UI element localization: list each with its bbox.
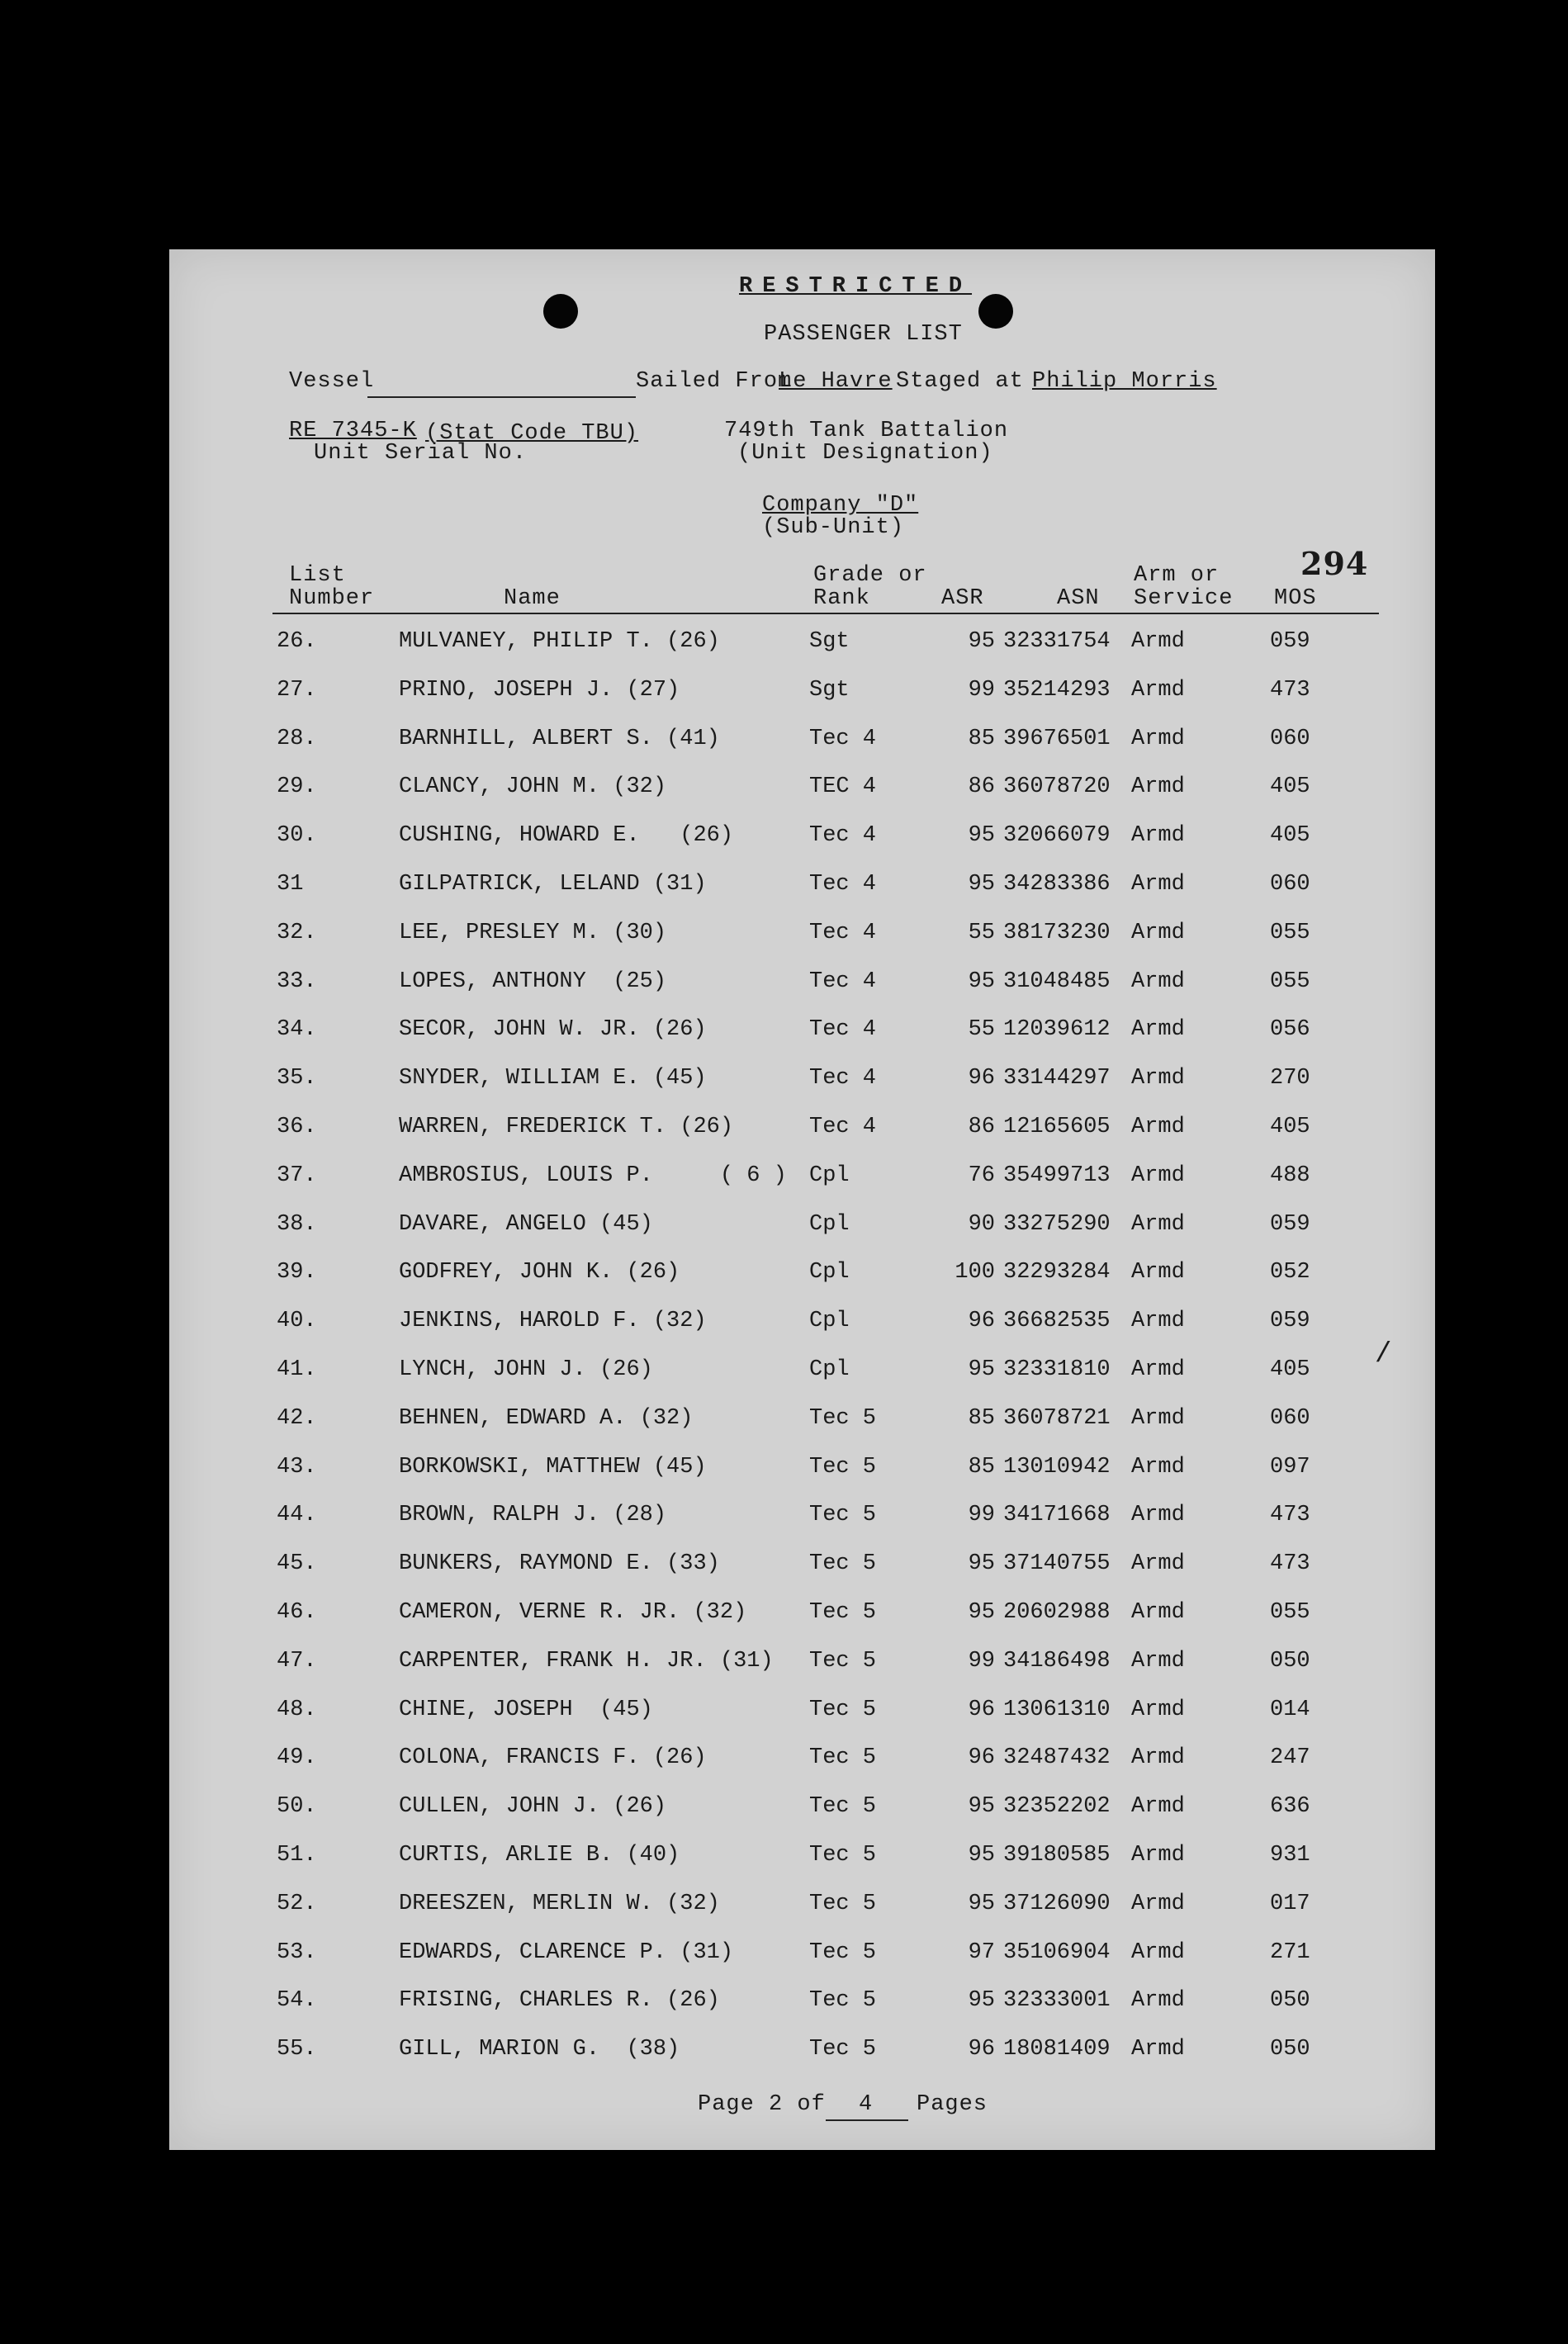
arm-cell: Armd [1131, 1309, 1185, 1334]
grade-cell: Tec 5 [809, 1988, 877, 2014]
name-cell: DAVARE, ANGELO (45) [399, 1211, 653, 1237]
mos-cell: 473 [1270, 1551, 1310, 1577]
mos-cell: 488 [1270, 1163, 1310, 1188]
name-cell: DREESZEN, MERLIN W. (32) [399, 1891, 720, 1916]
table-row [169, 1649, 1435, 1690]
asr-cell: 96 [968, 1697, 995, 1722]
asn-cell: 39676501 [1003, 726, 1111, 751]
asr-cell: 99 [968, 1503, 995, 1528]
asr-cell: 95 [968, 872, 995, 897]
table-row [169, 969, 1435, 1011]
mos-cell: 014 [1270, 1697, 1310, 1722]
grade-cell: Tec 4 [809, 920, 877, 945]
mos-cell: 050 [1270, 1988, 1310, 2014]
arm-cell: Armd [1131, 2037, 1185, 2062]
asn-cell: 34283386 [1003, 872, 1111, 897]
asr-cell: 95 [968, 1357, 995, 1382]
list-number-cell: 37. [277, 1163, 317, 1188]
mos-cell: 473 [1270, 1503, 1310, 1528]
list-number-cell: 44. [277, 1503, 317, 1528]
name-cell: SNYDER, WILLIAM E. (45) [399, 1066, 707, 1091]
arm-cell: Armd [1131, 1939, 1185, 1965]
table-row [169, 1843, 1435, 1884]
grade-cell: Tec 4 [809, 1066, 877, 1091]
table-row [169, 1260, 1435, 1301]
col-asr: ASR [941, 586, 984, 611]
list-number-cell: 54. [277, 1988, 317, 2014]
list-number-cell: 40. [277, 1309, 317, 1334]
name-cell: BORKOWSKI, MATTHEW (45) [399, 1454, 707, 1480]
col-asn: ASN [1057, 586, 1100, 611]
asn-cell: 39180585 [1003, 1843, 1111, 1868]
arm-cell: Armd [1131, 1988, 1185, 2014]
list-number-cell: 45. [277, 1551, 317, 1577]
page-label: Page 2 of [698, 2092, 826, 2117]
mos-cell: 270 [1270, 1066, 1310, 1091]
list-number-cell: 33. [277, 968, 317, 994]
sailed-from: Le Havre [779, 369, 893, 394]
asn-cell: 33144297 [1003, 1066, 1111, 1091]
arm-cell: Armd [1131, 1745, 1185, 1771]
list-number-cell: 50. [277, 1794, 317, 1820]
asr-cell: 76 [968, 1163, 995, 1188]
mos-cell: 055 [1270, 1600, 1310, 1625]
unit-designation-label: (Unit Designation) [737, 441, 993, 466]
mos-cell: 405 [1270, 1115, 1310, 1139]
arm-cell: Armd [1131, 1211, 1185, 1237]
asn-cell: 36078720 [1003, 774, 1111, 800]
table-row [169, 1115, 1435, 1156]
table-row [169, 1988, 1435, 2029]
table-row [169, 921, 1435, 962]
name-cell: CUSHING, HOWARD E. (26) [399, 823, 734, 849]
asn-cell: 34186498 [1003, 1648, 1111, 1674]
list-number-cell: 36. [277, 1115, 317, 1139]
grade-cell: Tec 5 [809, 2037, 877, 2062]
list-number-cell: 41. [277, 1357, 317, 1382]
list-number-cell: 48. [277, 1697, 317, 1722]
asn-cell: 37140755 [1003, 1551, 1111, 1577]
name-cell: MULVANEY, PHILIP T. (26) [399, 629, 720, 654]
col-arm-1: Arm or [1134, 563, 1220, 588]
sub-unit: Company "D" [762, 493, 919, 518]
grade-cell: Tec 5 [809, 1551, 877, 1577]
asn-cell: 35499713 [1003, 1163, 1111, 1188]
arm-cell: Armd [1131, 1794, 1185, 1820]
list-number-cell: 29. [277, 774, 317, 800]
arm-cell: Armd [1131, 1454, 1185, 1480]
grade-cell: Tec 5 [809, 1648, 877, 1674]
arm-cell: Armd [1131, 629, 1185, 654]
table-row [169, 1503, 1435, 1544]
list-number-cell: 55. [277, 2037, 317, 2062]
table-row [169, 1551, 1435, 1593]
grade-cell: Tec 4 [809, 726, 877, 751]
asr-cell: 95 [968, 1988, 995, 2014]
col-grade-1: Grade or [813, 563, 927, 588]
arm-cell: Armd [1131, 1648, 1185, 1674]
mos-cell: 056 [1270, 1017, 1310, 1043]
asr-cell: 95 [968, 1891, 995, 1916]
arm-cell: Armd [1131, 872, 1185, 897]
sub-unit-label: (Sub-Unit) [762, 515, 905, 540]
mos-cell: 055 [1270, 920, 1310, 945]
grade-cell: Tec 4 [809, 968, 877, 994]
asn-cell: 35214293 [1003, 677, 1111, 703]
punch-hole-left [543, 294, 578, 329]
mos-cell: 097 [1270, 1454, 1310, 1480]
grade-cell: Tec 5 [809, 1405, 877, 1431]
name-cell: WARREN, FREDERICK T. (26) [399, 1115, 734, 1139]
col-name: Name [504, 586, 561, 611]
grade-cell: Cpl [809, 1211, 850, 1237]
grade-cell: Cpl [809, 1309, 850, 1334]
table-row [169, 1745, 1435, 1787]
col-list-number-1: List [289, 563, 346, 588]
handwritten-page-number: 294 [1300, 545, 1369, 582]
asr-cell: 99 [968, 677, 995, 703]
list-number-cell: 27. [277, 677, 317, 703]
grade-cell: Tec 5 [809, 1600, 877, 1625]
asr-cell: 95 [968, 968, 995, 994]
arm-cell: Armd [1131, 823, 1185, 849]
arm-cell: Armd [1131, 1843, 1185, 1868]
mos-cell: 060 [1270, 1405, 1310, 1431]
mos-cell: 017 [1270, 1891, 1310, 1916]
mos-cell: 050 [1270, 2037, 1310, 2062]
asn-cell: 32293284 [1003, 1260, 1111, 1286]
table-row [169, 1212, 1435, 1253]
asn-cell: 36682535 [1003, 1309, 1111, 1334]
asn-cell: 12039612 [1003, 1017, 1111, 1043]
pages-label: Pages [917, 2092, 988, 2117]
grade-cell: Cpl [809, 1260, 850, 1286]
mos-cell: 059 [1270, 629, 1310, 654]
name-cell: BEHNEN, EDWARD A. (32) [399, 1405, 694, 1431]
asn-cell: 33275290 [1003, 1211, 1111, 1237]
arm-cell: Armd [1131, 968, 1185, 994]
list-number-cell: 49. [277, 1745, 317, 1771]
name-cell: CLANCY, JOHN M. (32) [399, 774, 667, 800]
asn-cell: 32331754 [1003, 629, 1111, 654]
list-number-cell: 42. [277, 1405, 317, 1431]
name-cell: JENKINS, HAROLD F. (32) [399, 1309, 707, 1334]
table-row [169, 727, 1435, 768]
staged-label: Staged at [896, 369, 1024, 394]
asr-cell: 95 [968, 1600, 995, 1625]
asn-cell: 20602988 [1003, 1600, 1111, 1625]
asr-cell: 90 [968, 1211, 995, 1237]
asr-cell: 97 [968, 1939, 995, 1965]
asr-cell: 95 [968, 823, 995, 849]
grade-cell: Tec 5 [809, 1454, 877, 1480]
grade-cell: Tec 5 [809, 1939, 877, 1965]
asn-cell: 13010942 [1003, 1454, 1111, 1480]
table-row [169, 1406, 1435, 1447]
col-grade-2: Rank [813, 586, 870, 611]
stat-code: (Stat Code TBU) [425, 421, 639, 446]
name-cell: CHINE, JOSEPH (45) [399, 1697, 653, 1722]
list-number-cell: 32. [277, 920, 317, 945]
name-cell: GILL, MARION G. (38) [399, 2037, 680, 2062]
asn-cell: 38173230 [1003, 920, 1111, 945]
table-row [169, 1309, 1435, 1350]
asn-cell: 35106904 [1003, 1939, 1111, 1965]
list-number-cell: 53. [277, 1939, 317, 1965]
name-cell: COLONA, FRANCIS F. (26) [399, 1745, 707, 1771]
arm-cell: Armd [1131, 1891, 1185, 1916]
name-cell: BARNHILL, ALBERT S. (41) [399, 726, 720, 751]
list-number-cell: 26. [277, 629, 317, 654]
arm-cell: Armd [1131, 1163, 1185, 1188]
table-row [169, 1698, 1435, 1739]
asn-cell: 32487432 [1003, 1745, 1111, 1771]
mos-cell: 405 [1270, 823, 1310, 849]
asn-cell: 13061310 [1003, 1697, 1111, 1722]
vessel-blank [367, 396, 636, 398]
arm-cell: Armd [1131, 1697, 1185, 1722]
arm-cell: Armd [1131, 1357, 1185, 1382]
classification-header: RESTRICTED [739, 274, 973, 299]
mos-cell: 059 [1270, 1309, 1310, 1334]
asn-cell: 32331810 [1003, 1357, 1111, 1382]
pen-stroke-mark: / [1375, 1339, 1392, 1371]
asr-cell: 96 [968, 1745, 995, 1771]
table-row [169, 1600, 1435, 1641]
mos-cell: 271 [1270, 1939, 1310, 1965]
name-cell: CURTIS, ARLIE B. (40) [399, 1843, 680, 1868]
asr-cell: 85 [968, 1454, 995, 1480]
table-row [169, 1455, 1435, 1496]
arm-cell: Armd [1131, 1066, 1185, 1091]
name-cell: LOPES, ANTHONY (25) [399, 968, 667, 994]
grade-cell: Tec 5 [809, 1843, 877, 1868]
arm-cell: Armd [1131, 1551, 1185, 1577]
list-number-cell: 38. [277, 1211, 317, 1237]
asn-cell: 32352202 [1003, 1794, 1111, 1820]
list-number-cell: 43. [277, 1454, 317, 1480]
asn-cell: 12165605 [1003, 1115, 1111, 1139]
asr-cell: 100 [955, 1260, 995, 1286]
mos-cell: 473 [1270, 677, 1310, 703]
name-cell: LEE, PRESLEY M. (30) [399, 920, 667, 945]
grade-cell: Cpl [809, 1163, 850, 1188]
grade-cell: Tec 5 [809, 1745, 877, 1771]
name-cell: BROWN, RALPH J. (28) [399, 1503, 667, 1528]
table-row [169, 1940, 1435, 1982]
total-pages-blank [826, 2119, 908, 2121]
name-cell: CARPENTER, FRANK H. JR. (31) [399, 1648, 774, 1674]
mos-cell: 405 [1270, 1357, 1310, 1382]
list-number-cell: 46. [277, 1600, 317, 1625]
grade-cell: Tec 4 [809, 1115, 877, 1139]
asn-cell: 31048485 [1003, 968, 1111, 994]
asn-cell: 34171668 [1003, 1503, 1111, 1528]
grade-cell: Tec 5 [809, 1891, 877, 1916]
asr-cell: 96 [968, 1309, 995, 1334]
grade-cell: Tec 4 [809, 872, 877, 897]
asr-cell: 96 [968, 1066, 995, 1091]
asr-cell: 95 [968, 1551, 995, 1577]
asr-cell: 95 [968, 1843, 995, 1868]
grade-cell: Tec 4 [809, 823, 877, 849]
arm-cell: Armd [1131, 920, 1185, 945]
table-row [169, 1794, 1435, 1835]
col-arm-2: Service [1134, 586, 1234, 611]
asn-cell: 36078721 [1003, 1405, 1111, 1431]
staged-at: Philip Morris [1032, 369, 1217, 394]
asr-cell: 85 [968, 726, 995, 751]
unit-designation: 749th Tank Battalion [724, 419, 1009, 443]
list-number-cell: 35. [277, 1066, 317, 1091]
grade-cell: Tec 4 [809, 1017, 877, 1043]
grade-cell: Tec 5 [809, 1697, 877, 1722]
list-number-cell: 31 [277, 872, 304, 897]
document-title: PASSENGER LIST [764, 322, 963, 347]
asr-cell: 96 [968, 2037, 995, 2062]
asr-cell: 55 [968, 1017, 995, 1043]
asn-cell: 37126090 [1003, 1891, 1111, 1916]
asr-cell: 86 [968, 774, 995, 800]
mos-cell: 052 [1270, 1260, 1310, 1286]
mos-cell: 055 [1270, 968, 1310, 994]
mos-cell: 059 [1270, 1211, 1310, 1237]
table-row [169, 1892, 1435, 1933]
total-pages: 4 [859, 2092, 874, 2117]
asr-cell: 86 [968, 1115, 995, 1139]
table-row [169, 1357, 1435, 1399]
arm-cell: Armd [1131, 726, 1185, 751]
name-cell: GILPATRICK, LELAND (31) [399, 872, 707, 897]
header-rule [272, 613, 1379, 614]
vessel-label: Vessel [289, 369, 375, 394]
punch-hole-right [978, 294, 1013, 329]
arm-cell: Armd [1131, 1260, 1185, 1286]
asr-cell: 99 [968, 1648, 995, 1674]
table-row [169, 1066, 1435, 1107]
mos-cell: 060 [1270, 726, 1310, 751]
table-row [169, 823, 1435, 864]
col-mos: MOS [1274, 586, 1317, 611]
table-row [169, 774, 1435, 816]
list-number-cell: 28. [277, 726, 317, 751]
document-page [169, 249, 1435, 2150]
asn-cell: 32066079 [1003, 823, 1111, 849]
arm-cell: Armd [1131, 1017, 1185, 1043]
name-cell: LYNCH, JOHN J. (26) [399, 1357, 653, 1382]
name-cell: CULLEN, JOHN J. (26) [399, 1794, 667, 1820]
mos-cell: 060 [1270, 872, 1310, 897]
col-list-number-2: Number [289, 586, 375, 611]
arm-cell: Armd [1131, 1405, 1185, 1431]
table-row [169, 678, 1435, 719]
mos-cell: 050 [1270, 1648, 1310, 1674]
asn-cell: 18081409 [1003, 2037, 1111, 2062]
name-cell: AMBROSIUS, LOUIS P. ( 6 ) [399, 1163, 787, 1188]
arm-cell: Armd [1131, 774, 1185, 800]
list-number-cell: 51. [277, 1843, 317, 1868]
table-row [169, 872, 1435, 913]
table-row [169, 2037, 1435, 2078]
list-number-cell: 52. [277, 1891, 317, 1916]
grade-cell: Sgt [809, 629, 850, 654]
asn-cell: 32333001 [1003, 1988, 1111, 2014]
arm-cell: Armd [1131, 1600, 1185, 1625]
name-cell: GODFREY, JOHN K. (26) [399, 1260, 680, 1286]
name-cell: BUNKERS, RAYMOND E. (33) [399, 1551, 720, 1577]
grade-cell: Sgt [809, 677, 850, 703]
name-cell: FRISING, CHARLES R. (26) [399, 1988, 720, 2014]
name-cell: SECOR, JOHN W. JR. (26) [399, 1017, 707, 1043]
list-number-cell: 39. [277, 1260, 317, 1286]
arm-cell: Armd [1131, 1503, 1185, 1528]
name-cell: CAMERON, VERNE R. JR. (32) [399, 1600, 747, 1625]
list-number-cell: 47. [277, 1648, 317, 1674]
list-number-cell: 30. [277, 823, 317, 849]
unit-serial-label: Unit Serial No. [314, 441, 528, 466]
table-row [169, 629, 1435, 670]
arm-cell: Armd [1131, 1115, 1185, 1139]
table-row [169, 1163, 1435, 1205]
asr-cell: 85 [968, 1405, 995, 1431]
asr-cell: 95 [968, 1794, 995, 1820]
grade-cell: Cpl [809, 1357, 850, 1382]
asr-cell: 95 [968, 629, 995, 654]
grade-cell: TEC 4 [809, 774, 877, 800]
grade-cell: Tec 5 [809, 1503, 877, 1528]
sailed-label: Sailed From [636, 369, 793, 394]
mos-cell: 247 [1270, 1745, 1310, 1771]
arm-cell: Armd [1131, 677, 1185, 703]
mos-cell: 931 [1270, 1843, 1310, 1868]
grade-cell: Tec 5 [809, 1794, 877, 1820]
table-row [169, 1017, 1435, 1058]
list-number-cell: 34. [277, 1017, 317, 1043]
name-cell: PRINO, JOSEPH J. (27) [399, 677, 680, 703]
asr-cell: 55 [968, 920, 995, 945]
name-cell: EDWARDS, CLARENCE P. (31) [399, 1939, 734, 1965]
mos-cell: 636 [1270, 1794, 1310, 1820]
mos-cell: 405 [1270, 774, 1310, 800]
unit-serial: RE 7345-K [289, 419, 417, 443]
